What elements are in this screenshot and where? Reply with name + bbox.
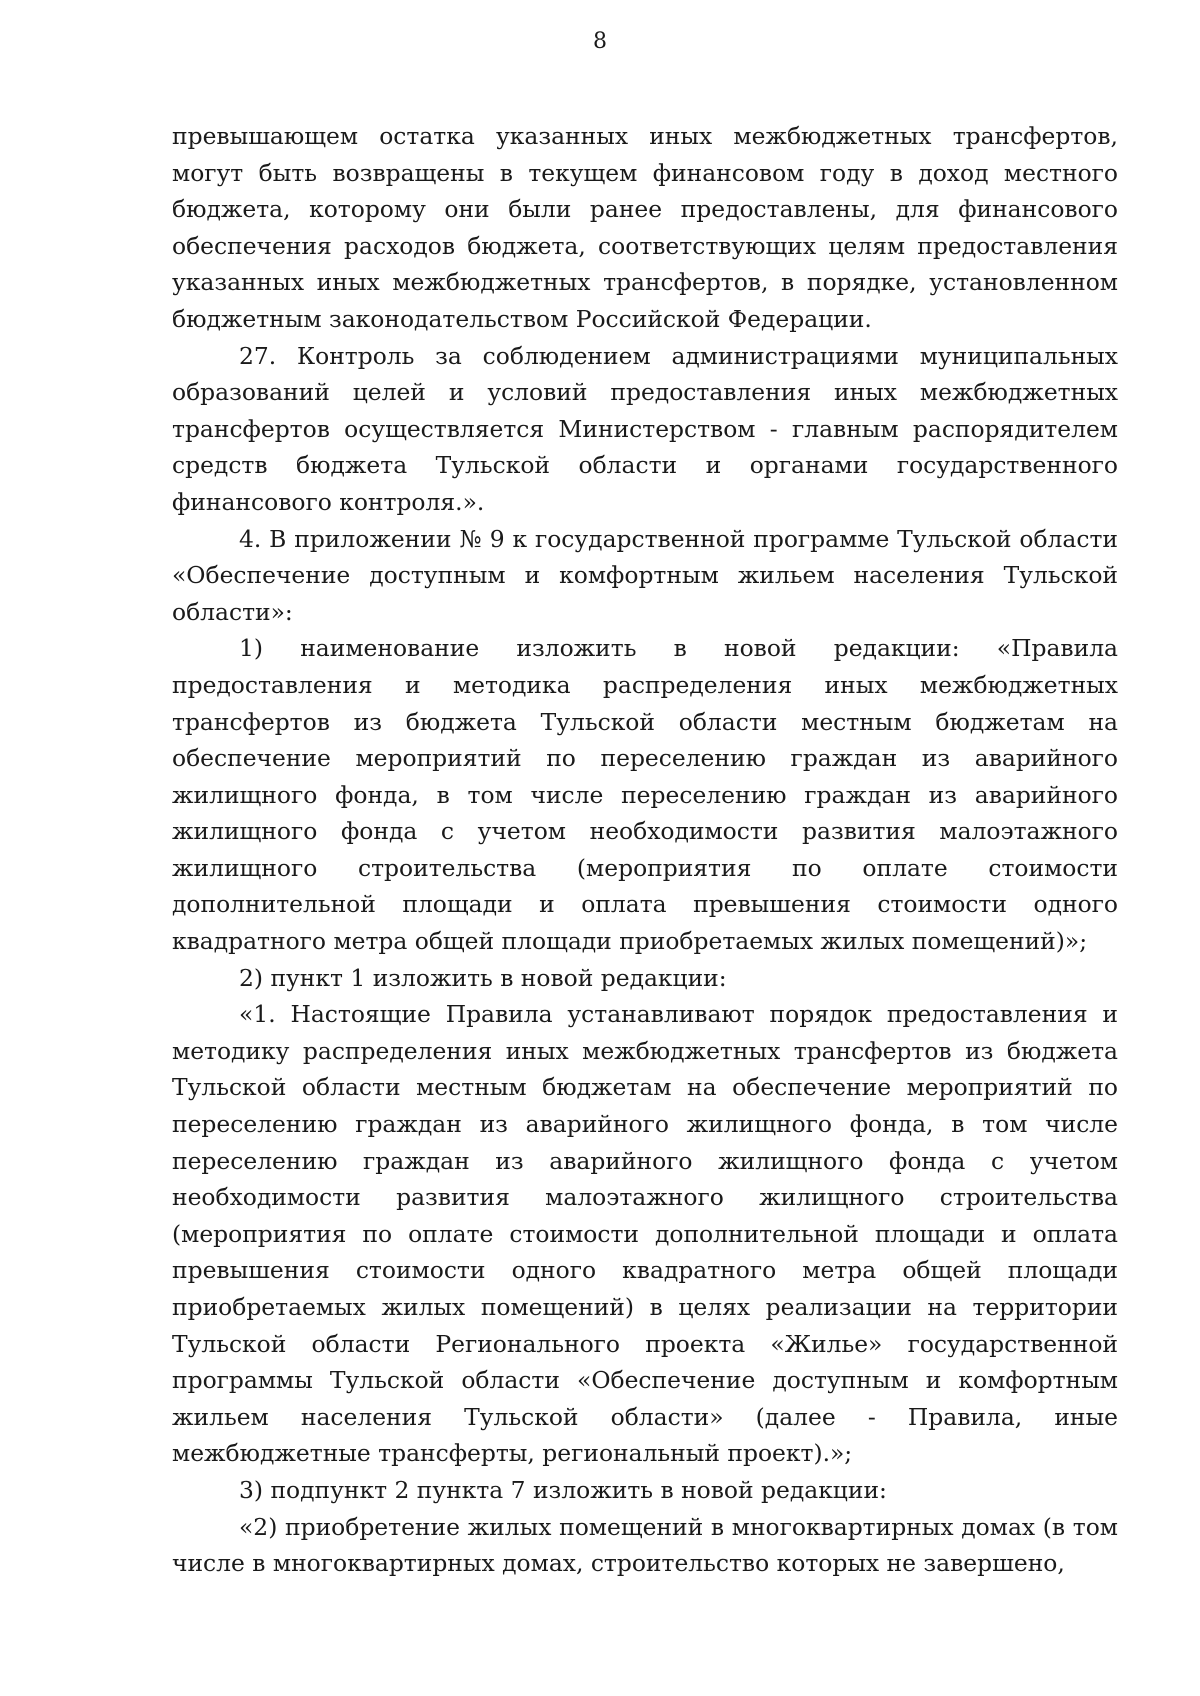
page-number: 8 <box>593 29 607 54</box>
paragraph-rule-1: «1. Настоящие Правила устанавливают порядок предоставления и методику распределения иных межбюджетных трансфертов из бюджета Тульской области местным бюджетам на обеспечение мероприятий по переселению граждан из аварийного жилищного фонда, в том числе переселению граждан из аварийного жилищного фонда с учетом необходимости развития малоэтажного жилищного строительства (мероприятия по оплате стоимости дополнительной площади и оплата превышения стоимости одного квадратного метра общей площади приобретаемых жилых помещений) в целях реализации на территории Тульской области Регионального проекта «Жилье» государственной программы Тульской области «Обеспечение доступным и комфортным жильем населения Тульской области» (далее - Правила, иные межбюджетные трансферты, региональный проект).»; <box>172 1000 1118 1468</box>
document-body <box>172 118 1118 1582</box>
paragraph-subitem-3: 3) подпункт 2 пункта 7 изложить в новой редакции: <box>239 1475 887 1504</box>
paragraph-subpoint-2: «2) приобретение жилых помещений в многоквартирных домах (в том числе в многоквартирных домах, строительство которых не завершено, <box>172 1512 1118 1578</box>
paragraph-item-27: 27. Контроль за соблюдением администрациями муниципальных образований целей и условий предоставления иных межбюджетных трансфертов осуществляется Министерством - главным распорядителем средств бюджета Тульской области и органами государственного финансового контроля.». <box>172 341 1118 516</box>
paragraph-subitem-2: 2) пункт 1 изложить в новой редакции: <box>239 963 727 992</box>
paragraph-subitem-1: 1) наименование изложить в новой редакции: «Правила предоставления и методика распределения иных межбюджетных трансфертов из бюджета Тульской области местным бюджетам на обеспечение мероприятий по переселению граждан из аварийного жилищного фонда, в том числе переселению граждан из аварийного жилищного фонда с учетом необходимости развития малоэтажного жилищного строительства (мероприятия по оплате стоимости дополнительной площади и оплата превышения стоимости одного квадратного метра общей площади приобретаемых жилых помещений)»; <box>172 634 1118 956</box>
paragraph-item-4: 4. В приложении № 9 к государственной программе Тульской области «Обеспечение доступным и комфортным жильем населения Тульской области»: <box>172 524 1118 626</box>
paragraph-continuation: превышающем остатка указанных иных межбюджетных трансфертов, могут быть возвращены в текущем финансовом году в доход местного бюджета, которому они были ранее предоставлены, для финансового обеспечения расходов бюджета, соответствующих целям предоставления указанных иных межбюджетных трансфертов, в порядке, установленном бюджетным законодательством Российской Федерации. <box>172 122 1118 333</box>
